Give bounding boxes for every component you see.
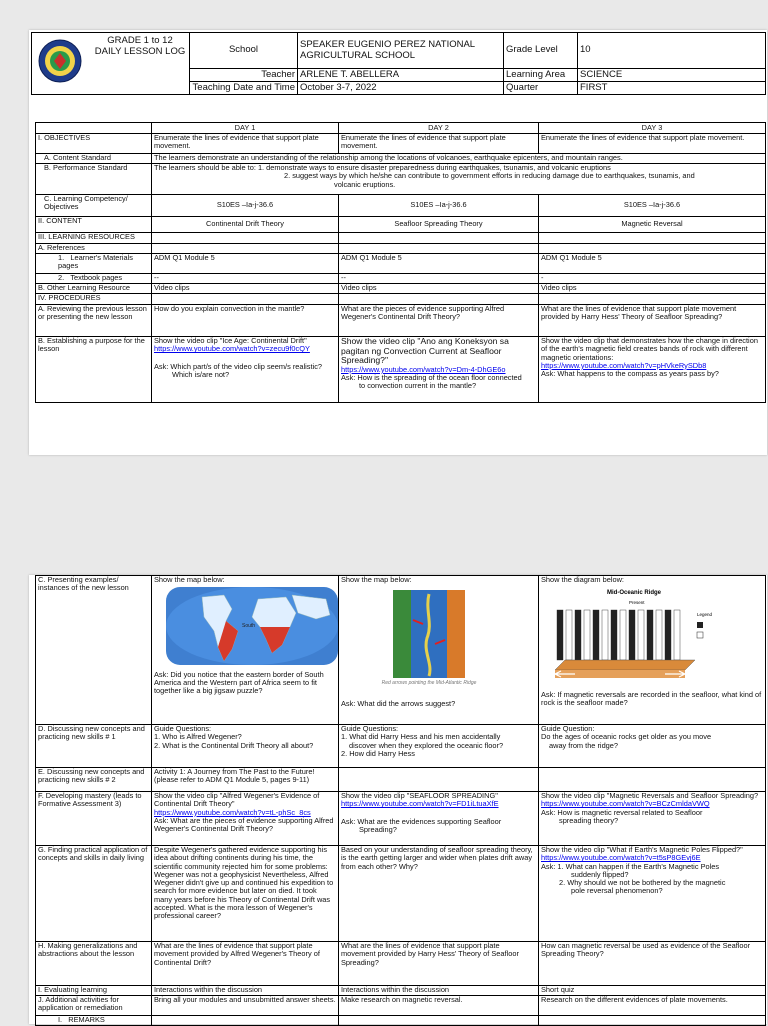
proc-g-d3-ask2: 2. Why should we not be bothered by the magnetic	[559, 878, 726, 888]
proc-a-label: A. Reviewing the previous lesson or presenting the new lesson	[36, 305, 152, 337]
proc-b-day-3	[539, 337, 766, 403]
tb-day-3: -	[539, 274, 766, 284]
proc-a-day-1: How do you explain convection in the mantle?	[152, 305, 339, 337]
proc-c-d2-line: Show the map below:	[341, 575, 412, 584]
grade-level-label: Grade Level	[504, 33, 578, 69]
proc-d-d2-l1: Guide Questions:	[341, 724, 399, 733]
proc-e-d1-l1: Activity 1: A Journey from The Past to the Future!	[154, 767, 315, 776]
quarter-label: Quarter	[504, 82, 578, 95]
proc-f-d3-l1: Show the video clip "Magnetic Reversals and Seafloor Spreading?	[541, 791, 759, 800]
proc-f-d2-l1: Show the video clip "SEAFLOOR SPREADING"	[341, 791, 498, 800]
ridge-title: Mid-Oceanic Ridge	[607, 590, 662, 597]
magnetic-stripe	[593, 610, 599, 660]
magnetic-stripe	[656, 610, 662, 660]
lm-day-1: ADM Q1 Module 5	[152, 254, 339, 274]
tb-day-2: --	[339, 274, 539, 284]
textbook-pages-label	[36, 274, 152, 284]
content-day-3: Magnetic Reversal	[539, 217, 766, 233]
magnetic-stripe	[584, 610, 590, 660]
magnetic-stripe	[647, 610, 653, 660]
teacher-value: ARLENE T. ABELLERA	[298, 69, 504, 82]
proc-a-day-2: What are the pieces of evidence supporting Alfred Wegener's Continental Drift Theory?	[339, 305, 539, 337]
proc-j-day-2: Make research on magnetic reversal.	[339, 996, 539, 1016]
day-3-header: DAY 3	[539, 123, 766, 134]
competency-day-3: S10ES –Ia-j-36.6	[539, 195, 766, 217]
proc-h-day-1: What are the lines of evidence that support plate movement provided by Alfred Wegener's Theory of Continental Drift?	[152, 942, 339, 986]
seafloor-video-link[interactable]: https://www.youtube.com/watch?v=FD1iLtuaXfE	[341, 799, 499, 809]
proc-h-label: H. Making generalizations and abstractions about the lesson	[36, 942, 152, 986]
convection-video-link[interactable]: https://www.youtube.com/watch?v=Dm-4-DhGE6o	[341, 364, 506, 374]
magnetic-stripe	[611, 610, 617, 660]
competency-label: C. Learning Competency/ Objectives	[36, 195, 152, 217]
performance-line-3: volcanic eruptions.	[334, 179, 396, 189]
lm-text: Learner's Materials pages	[58, 253, 133, 271]
proc-h-day-2: What are the lines of evidence that support plate movement provided by Harry Hess' Theory of Seafloor Spreading?	[339, 942, 539, 986]
day-2-header: DAY 2	[339, 123, 539, 134]
grade-level-value: 10	[578, 33, 766, 69]
proc-d-d3-l3: away from the ridge?	[549, 740, 619, 750]
school-label: School	[190, 33, 298, 69]
proc-d-day-3	[539, 725, 766, 768]
wegener-video-link[interactable]: https://www.youtube.com/watch?v=tL-phSc_8cs	[154, 807, 311, 817]
proc-d-d1-l3: 2. What is the Continental Drift Theory all about?	[154, 740, 314, 750]
ridge-present-label: Present	[629, 600, 645, 606]
proc-e-d1-l2: (please refer to ADM Q1 Module 5, pages 9-11)	[154, 775, 310, 785]
remarks-label	[36, 1016, 152, 1026]
performance-line-1: The learners should be able to: 1. demonstrate ways to ensure disaster preparedness during earthquakes, tsunamis, and volcanic eruptions	[154, 163, 611, 172]
proc-b-day-2	[339, 337, 539, 403]
proc-c-label: C. Presenting examples/ instances of the new lesson	[36, 576, 152, 725]
grade-title: GRADE 1 to 12	[107, 35, 173, 46]
proc-c-d1-line: Show the map below:	[154, 575, 225, 584]
content-standard-text: The learners demonstrate an understanding of the relationship among the locations of volcanoes, earthquake epicenters, and mountain ranges.	[152, 154, 766, 164]
proc-f-d3-ask1: Ask: How is magnetic reversal related to Seafloor	[541, 807, 703, 817]
proc-c-day-3	[539, 576, 766, 725]
quarter-value: FIRST	[578, 82, 766, 95]
content-day-2: Seafloor Spreading Theory	[339, 217, 539, 233]
day-1-header: DAY 1	[152, 123, 339, 134]
proc-b-d3-line: Show the video clip that demonstrates how the change in direction of the earth's magnetic field creates bands of rock with different magnetic orientations:	[541, 336, 758, 362]
proc-b-d2-line: Show the video clip "Ano ang Koneksyon sa pagitan ng Convection Current at Seafloor Spreading?"	[341, 336, 509, 366]
proc-h-day-3: How can magnetic reversal be used as evidence of the Seafloor Spreading Theory?	[539, 942, 766, 986]
tb-day-1: --	[152, 274, 339, 284]
proc-i-day-2: Interactions within the discussion	[339, 986, 539, 996]
seafloor-caption: Red arrows pointing the Mid-Atlantic Ridge	[381, 679, 477, 686]
other-day-3: Video clips	[539, 284, 766, 294]
magnetic-stripe	[674, 610, 680, 660]
proc-g-d3-ask2b: pole reversal phenomenon?	[571, 886, 663, 896]
tb-text: Textbook pages	[70, 273, 123, 282]
proc-f-d2-ask2: Spreading?	[359, 824, 397, 834]
proc-c-d2-ask: Ask: What did the arrows suggest?	[341, 699, 456, 709]
teacher-label: Teacher	[190, 69, 298, 82]
proc-b-day-1	[152, 337, 339, 403]
references-label: A. References	[36, 244, 152, 254]
magnetic-stripe	[620, 610, 626, 660]
proc-d-day-2	[339, 725, 539, 768]
page-2	[29, 575, 767, 1024]
header-table	[31, 32, 766, 95]
proc-c-day-1	[152, 576, 339, 725]
content-day-1: Continental Drift Theory	[152, 217, 339, 233]
proc-g-d3-ask1b: suddenly flipped?	[571, 869, 629, 879]
lesson-table-2	[35, 575, 766, 1026]
performance-standard-label: B. Performance Standard	[36, 164, 152, 195]
magnetic-stripe	[638, 610, 644, 660]
competency-day-2: S10ES –Ia-j-36.6	[339, 195, 539, 217]
resources-label: III. LEARNING RESOURCES	[36, 233, 152, 244]
proc-a-day-3: What are the lines of evidence that support plate movement provided by Harry Hess' Theory of Seafloor Spreading?	[539, 305, 766, 337]
tb-num: 2.	[58, 273, 65, 282]
proc-b-d3-ask: Ask: What happens to the compass as years pass by?	[541, 369, 719, 379]
proc-f-d1-l1: Show the video clip "Alfred Wegener's Evidence of Continental Drift Theory"	[154, 791, 320, 809]
other-day-2: Video clips	[339, 284, 539, 294]
proc-i-label: I. Evaluating learning	[36, 986, 152, 996]
proc-g-d3-l1: Show the video clip "What if Earth's Magnetic Poles Flipped?"	[541, 845, 743, 854]
lm-day-3: ADM Q1 Module 5	[539, 254, 766, 274]
proc-b-d1-line: Show the video clip "Ice Age: Continental Drift"	[154, 336, 307, 345]
objectives-day-1: Enumerate the lines of evidence that support plate movement.	[152, 134, 339, 154]
proc-c-d1-ask: Ask: Did you notice that the eastern border of South America and the Western part of Africa seem to fit together like a big jigsaw puzzle?	[154, 669, 324, 696]
poles-flipped-video-link[interactable]: https://www.youtube.com/watch?v=t5sP8GEvj6E	[541, 853, 701, 863]
learning-area-value: SCIENCE	[578, 69, 766, 82]
school-value: SPEAKER EUGENIO PEREZ NATIONAL AGRICULTURAL SCHOOL	[298, 33, 504, 69]
proc-e-label: E. Discussing new concepts and practicing new skills # 2	[36, 768, 152, 792]
proc-b-label: B. Establishing a purpose for the lesson	[36, 337, 152, 403]
header-title-cell	[32, 33, 190, 95]
competency-day-1: S10ES –Ia-j-36.6	[152, 195, 339, 217]
proc-d-d2-l3: discover when they explored the oceanic floor?	[349, 740, 504, 750]
remarks-text: REMARKS	[68, 1015, 105, 1024]
proc-d-d1-l2: 1. Who is Alfred Wegener?	[154, 732, 242, 742]
proc-c-day-2	[339, 576, 539, 725]
mid-ocean-ridge-diagram	[545, 586, 723, 686]
lm-num: 1.	[58, 253, 65, 262]
ridge-legend-label: Legend	[697, 612, 713, 618]
proc-f-day-3	[539, 792, 766, 846]
performance-standard-text	[152, 164, 766, 195]
proc-f-day-1	[152, 792, 339, 846]
seafloor-map-image	[393, 590, 465, 678]
other-day-1: Video clips	[152, 284, 339, 294]
date-value: October 3-7, 2022	[298, 82, 504, 95]
proc-g-d3-ask1: Ask: 1. What can happen if the Earth's Magnetic Poles	[541, 861, 720, 871]
world-map-image	[166, 587, 338, 665]
magnetic-field-video-link[interactable]: https://www.youtube.com/watch?v=pHVkeRySDb8	[541, 360, 707, 370]
objectives-label: I. OBJECTIVES	[36, 134, 152, 154]
proc-d-d3-l1: Guide Question:	[541, 724, 595, 733]
proc-f-d2-ask1: Ask: What are the evidences supporting Seafloor	[341, 816, 502, 826]
ice-age-video-link[interactable]: https://www.youtube.com/watch?v=zecu9f0cQY	[154, 344, 310, 354]
proc-j-day-3: Research on the different evidences of plate movements.	[539, 996, 766, 1016]
magnetic-reversal-video-link[interactable]: https://www.youtube.com/watch?v=BCzCmldaVWQ	[541, 799, 710, 809]
procedures-label: IV. PROCEDURES	[36, 294, 152, 305]
lm-day-2: ADM Q1 Module 5	[339, 254, 539, 274]
proc-i-day-3: Short quiz	[539, 986, 766, 996]
magnetic-stripe	[665, 610, 671, 660]
proc-d-d3-l2: Do the ages of oceanic rocks get older as you move	[541, 732, 712, 742]
proc-d-day-1	[152, 725, 339, 768]
objectives-day-3: Enumerate the lines of evidence that support plate movement.	[539, 134, 766, 154]
performance-line-2: 2. suggest ways by which he/she can contribute to government efforts in reducing damage due to earthquakes, tsunamis, and	[284, 171, 695, 181]
page-1	[29, 30, 767, 455]
magnetic-stripe	[557, 610, 563, 660]
proc-d-d1-l1: Guide Questions:	[154, 724, 212, 733]
learning-area-label: Learning Area	[504, 69, 578, 82]
proc-d-label: D. Discussing new concepts and practicing new skills # 1	[36, 725, 152, 768]
proc-b-d1-ask2: Which is/are not?	[172, 369, 230, 379]
proc-f-d1-ask: Ask: What are the pieces of evidence supporting Alfred Wegener's Continental Drift Theory?	[154, 815, 334, 834]
proc-j-day-1: Bring all your modules and unsubmitted answer sheets.	[152, 996, 339, 1016]
proc-g-label: G. Finding practical application of concepts and skills in daily living	[36, 846, 152, 942]
proc-j-label: J. Additional activities for application or remediation	[36, 996, 152, 1016]
svg-text:South: South	[242, 623, 256, 630]
proc-b-d1-ask1: Ask: Which part/s of the video clip seem/s realistic?	[154, 361, 322, 371]
remarks-num: I.	[58, 1015, 63, 1024]
lesson-table-1	[35, 122, 766, 403]
proc-c-d3-ask: Ask: If magnetic reversals are recorded in the seafloor, what kind of rock is the seafloor made?	[541, 689, 762, 707]
proc-b-d2-ask2: to convection current in the mantle?	[359, 381, 477, 391]
proc-d-d2-l4: 2. How did Harry Hess	[341, 748, 415, 758]
proc-g-day-3	[539, 846, 766, 942]
content-standard-label: A. Content Standard	[36, 154, 152, 164]
proc-f-day-2	[339, 792, 539, 846]
proc-c-d3-line: Show the diagram below:	[541, 575, 624, 584]
objectives-day-2: Enumerate the lines of evidence that support plate movement.	[339, 134, 539, 154]
proc-e-day-1	[152, 768, 339, 792]
date-label: Teaching Date and Time	[190, 82, 298, 95]
proc-i-day-1: Interactions within the discussion	[152, 986, 339, 996]
proc-g-day-2: Based on your understanding of seafloor spreading theory, is the earth getting larger and wider when plates drift away from each other? Why?	[339, 846, 539, 942]
proc-g-day-1: Despite Wegener's gathered evidence supporting his idea about drifting continents during his time, the scientific community rejected him for some problems: Wegener was not a geophysicist Nevertheless, Alfred Wegener didn't give up and continued his expedition to search for more evidence but later on died. It took many years before his Theory of Continental Drift was accepted. What is the mora lesson of Wegener's professional career?	[152, 846, 339, 942]
deped-seal-icon	[38, 39, 82, 83]
magnetic-stripe	[566, 610, 572, 660]
magnetic-stripe	[602, 610, 608, 660]
magnetic-stripe	[629, 610, 635, 660]
magnetic-stripe	[575, 610, 581, 660]
lm-pages-label	[36, 254, 152, 274]
proc-d-d2-l2: 1. What did Harry Hess and his men accidentally	[341, 732, 501, 742]
proc-b-d2-ask1: Ask: How is the spreading of the ocean floor connected	[341, 373, 522, 383]
log-title: DAILY LESSON LOG	[94, 46, 186, 58]
content-label: II. CONTENT	[36, 217, 152, 233]
proc-f-label: F. Developing mastery (leads to Formative Assessment 3)	[36, 792, 152, 846]
proc-f-d3-ask2: spreading theory?	[559, 815, 619, 825]
other-resource-label: B. Other Learning Resource	[36, 284, 152, 294]
